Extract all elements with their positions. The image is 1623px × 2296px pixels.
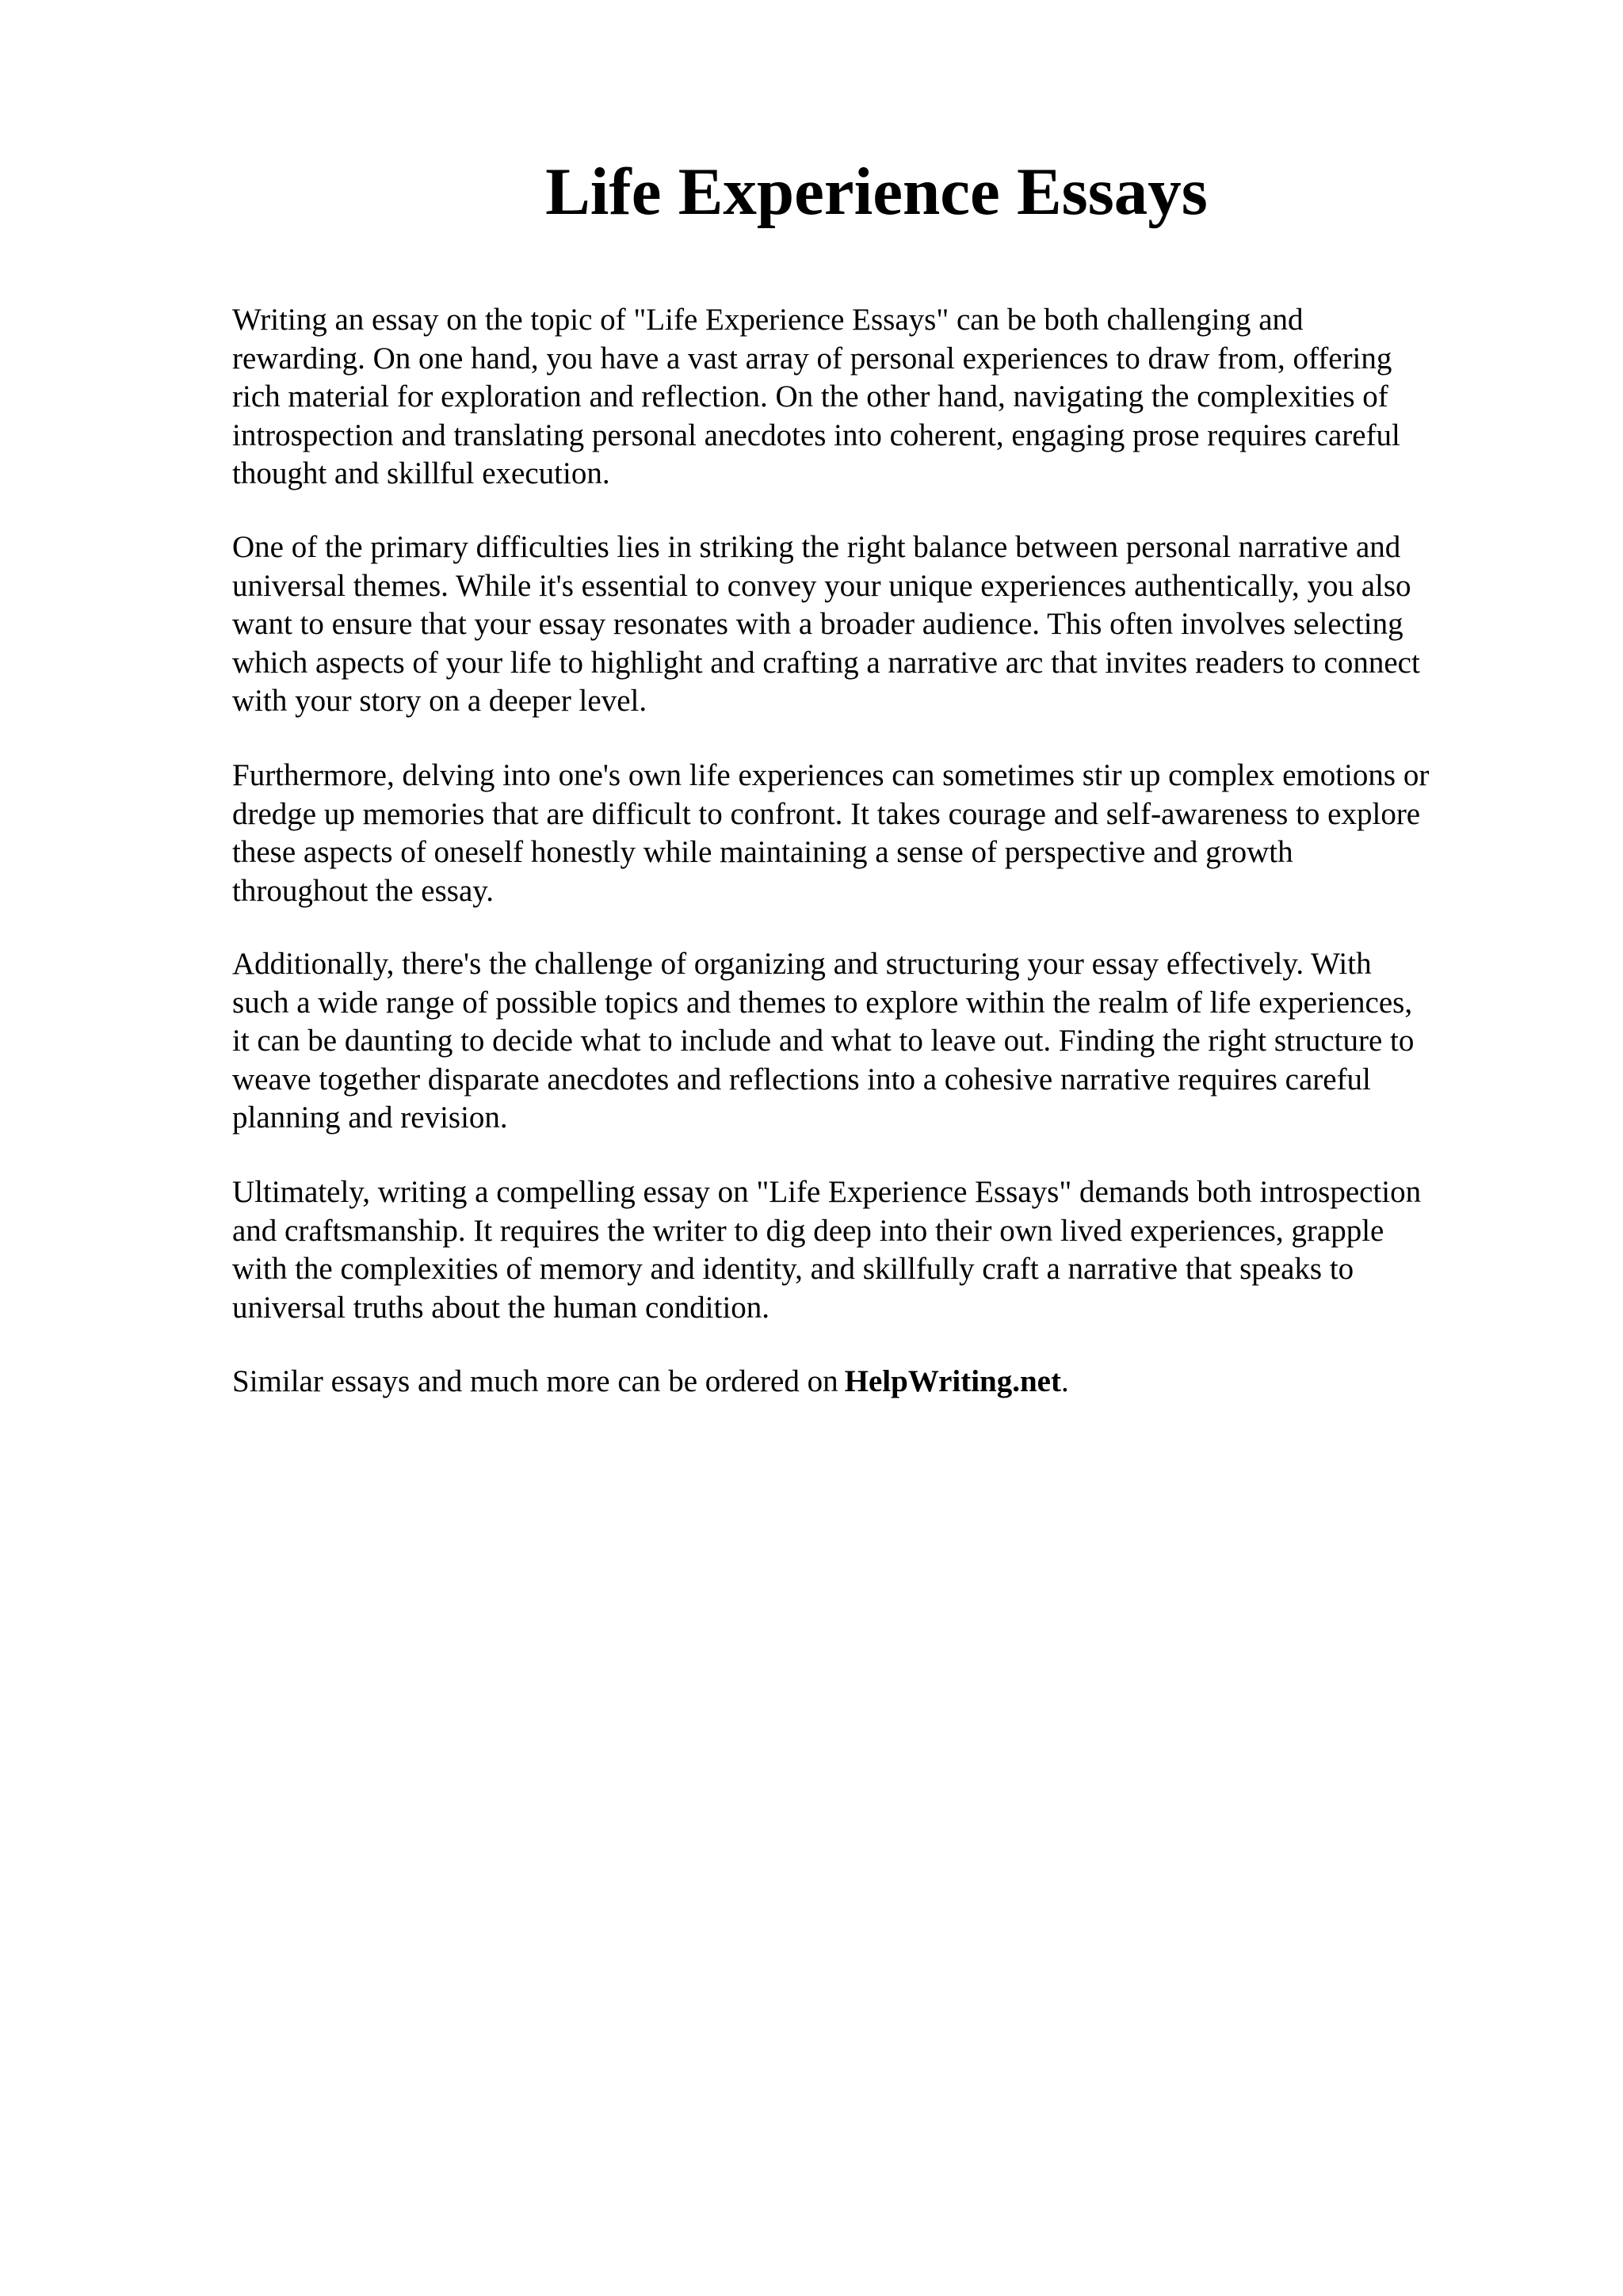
paragraph-line: rewarding. On one hand, you have a vast array of personal experiences to draw from, offering	[232, 341, 1392, 376]
paragraph-line: universal themes. While it's essential to convey your unique experiences authentically, you also	[232, 568, 1411, 603]
paragraph-3	[232, 757, 1429, 910]
paragraph-line: planning and revision.	[232, 1100, 508, 1135]
paragraph-line: throughout the essay.	[232, 873, 494, 908]
paragraph-line: dredge up memories that are difficult to confront. It takes courage and self-awareness to explore	[232, 796, 1421, 831]
paragraph-line: it can be daunting to decide what to include and what to leave out. Finding the right structure to	[232, 1024, 1415, 1058]
brand-link[interactable]: HelpWriting.net	[844, 1364, 1061, 1398]
paragraph-4	[232, 945, 1414, 1138]
paragraph-line: weave together disparate anecdotes and reflections into a cohesive narrative requires careful	[232, 1062, 1371, 1097]
paragraph-line: Furthermore, delving into one's own life experiences can sometimes stir up complex emotions or	[232, 758, 1430, 792]
paragraph-line: Writing an essay on the topic of "Life Experience Essays" can be both challenging and	[232, 303, 1304, 337]
paragraph-line: want to ensure that your essay resonates with a broader audience. This often involves selecting	[232, 607, 1403, 641]
paragraph-line: rich material for exploration and reflection. On the other hand, navigating the complexities of	[232, 379, 1388, 414]
paragraph-line: these aspects of oneself honestly while maintaining a sense of perspective and growth	[232, 835, 1293, 869]
closing-text: Similar essays and much more can be ordered on	[232, 1364, 838, 1398]
paragraph-line: universal truths about the human condition.	[232, 1290, 770, 1325]
paragraph-line: thought and skillful execution.	[232, 456, 610, 490]
paragraph-1	[232, 301, 1400, 494]
paragraph-line: which aspects of your life to highlight and crafting a narrative arc that invites readers to connect	[232, 645, 1420, 680]
closing-paragraph	[232, 1363, 1069, 1402]
paragraph-line: introspection and translating personal anecdotes into coherent, engaging prose requires careful	[232, 418, 1400, 452]
paragraph-line: One of the primary difficulties lies in striking the right balance between personal narrative and	[232, 530, 1401, 564]
closing-line	[232, 1363, 1069, 1402]
paragraph-line: Additionally, there's the challenge of organizing and structuring your essay effectively. With	[232, 947, 1372, 981]
paragraph-line: with the complexities of memory and identity, and skillfully craft a narrative that speaks to	[232, 1252, 1354, 1286]
paragraph-line: and craftsmanship. It requires the writer to dig deep into their own lived experiences, grapple	[232, 1213, 1384, 1248]
paragraph-line: such a wide range of possible topics and themes to explore within the realm of life experiences,	[232, 985, 1413, 1020]
paragraph-line: with your story on a deeper level.	[232, 684, 647, 718]
paragraph-line: Ultimately, writing a compelling essay on "Life Experience Essays" demands both introspection	[232, 1175, 1422, 1209]
paragraph-2	[232, 528, 1420, 721]
page-title: Life Experience Essays	[545, 154, 1208, 229]
closing-period: .	[1060, 1364, 1069, 1398]
paragraph-5	[232, 1173, 1421, 1327]
